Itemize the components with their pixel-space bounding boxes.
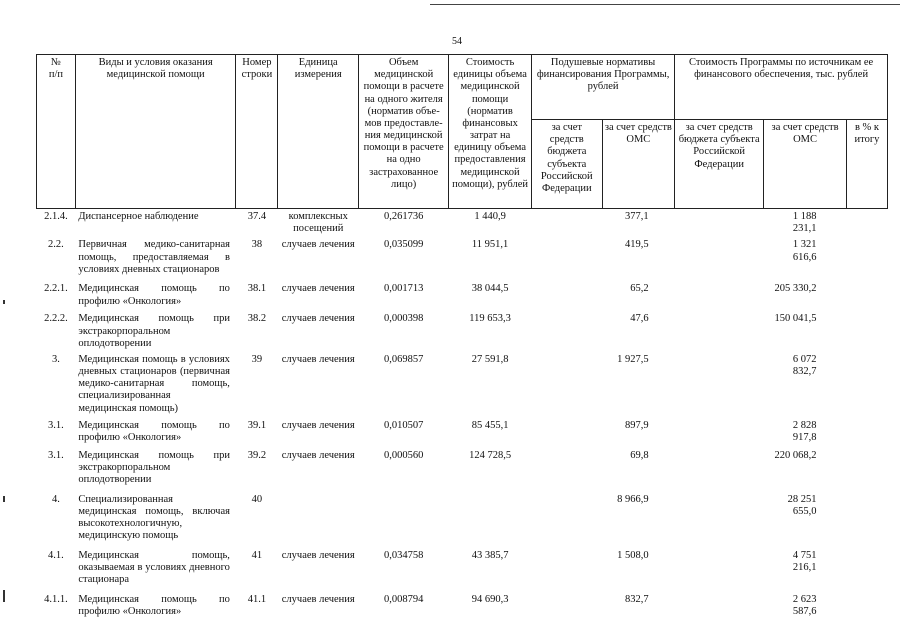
table-row — [37, 209, 888, 238]
row-volume: 0,034758 — [383, 549, 424, 561]
row-unit-cost — [449, 492, 532, 548]
table-row — [37, 492, 888, 548]
row-num: 3.1. — [48, 449, 64, 461]
row-pr-oms: 6 072 832,7 — [792, 353, 817, 378]
row-pr-oms: 4 751 216,1 — [792, 549, 817, 574]
row-unit: случаев лечения — [281, 313, 355, 325]
row-pr-pct — [846, 311, 887, 352]
page-number: 54 — [452, 36, 462, 47]
row-pr-oms: 1 321 616,6 — [792, 239, 817, 263]
row-volume — [359, 492, 449, 548]
row-pc-budget — [532, 548, 603, 592]
row-volume: 0,008794 — [383, 593, 424, 605]
row-volume: 0,069857 — [383, 353, 424, 365]
scan-edge-mark — [3, 590, 5, 602]
row-pc-oms: 897,9 — [625, 419, 649, 431]
row-pr-budget — [675, 311, 764, 352]
row-num: 4. — [51, 493, 60, 505]
header-row-number: Номер строки — [236, 55, 278, 209]
row-name: Медицинская помощь при экстракорпоральном оплодотворении — [78, 449, 230, 486]
row-unit — [278, 492, 359, 548]
table-row — [37, 237, 888, 281]
scan-edge-mark — [3, 496, 5, 502]
row-pr-oms: 220 068,2 — [774, 449, 817, 461]
row-unit: комплексных посещений — [288, 211, 348, 235]
row-volume: 0,000560 — [383, 449, 424, 461]
row-name: Диспансерное наблюдение — [78, 211, 199, 222]
row-code: 38.2 — [247, 313, 267, 325]
row-unit-cost: 38 044,5 — [471, 283, 509, 295]
row-pr-pct — [846, 492, 887, 548]
row-unit: случаев лечения — [281, 283, 355, 295]
row-pr-pct — [846, 352, 887, 418]
row-pr-budget — [675, 492, 764, 548]
row-pc-oms: 69,8 — [630, 449, 649, 461]
row-pc-budget — [532, 492, 603, 548]
row-num: 4.1. — [48, 549, 64, 561]
row-code: 39.2 — [247, 449, 267, 461]
table-row — [37, 548, 888, 592]
row-num: 2.2.2. — [44, 313, 68, 325]
table-row — [37, 352, 888, 418]
row-code: 38.1 — [247, 283, 267, 295]
row-unit: случаев лечения — [281, 449, 355, 461]
row-unit: случаев лечения — [281, 549, 355, 561]
row-pr-oms: 2 623 587,6 — [792, 593, 817, 618]
header-per-capita: Подушевые нормативы финансирования Программы, рублей — [532, 55, 675, 120]
row-name: Медицинская помощь по профилю «Онкология» — [78, 283, 230, 307]
table-row — [37, 281, 888, 311]
row-pr-budget — [675, 237, 764, 281]
row-unit-cost: 119 653,3 — [469, 313, 511, 325]
row-pr-budget — [675, 418, 764, 448]
row-name: Первичная медико-санитарная помощь, предоставляемая в условиях дневных стационаров — [78, 239, 230, 275]
row-pr-pct — [846, 592, 887, 622]
header-pr-oms: за счет средств ОМС — [764, 120, 847, 209]
row-pc-budget — [532, 237, 603, 281]
row-pc-oms: 8 966,9 — [617, 493, 649, 505]
row-pr-oms: 2 828 917,8 — [792, 419, 817, 444]
row-name: Специализированная медицинская помощь, включая высокотехнологичную, медицинскую помощь — [78, 493, 230, 542]
row-unit: случаев лечения — [281, 419, 355, 431]
row-name: Медицинская помощь по профилю «Онкология» — [78, 419, 230, 444]
row-pc-oms: 65,2 — [630, 283, 649, 295]
row-pc-budget — [532, 418, 603, 448]
row-pc-budget — [532, 352, 603, 418]
row-code: 39.1 — [247, 419, 267, 431]
row-pr-budget — [675, 281, 764, 311]
header-kinds: Виды и условия оказания медицинской помощи — [75, 55, 236, 209]
header-pc-oms: за счет средств ОМС — [602, 120, 675, 209]
row-num: 2.2.1. — [44, 283, 68, 295]
row-pc-oms: 419,5 — [625, 239, 649, 251]
row-pr-oms: 150 041,5 — [774, 313, 817, 325]
table-row — [37, 418, 888, 448]
row-num: 3.1. — [48, 419, 64, 431]
row-volume: 0,261736 — [383, 211, 424, 222]
row-pc-budget — [532, 311, 603, 352]
top-rule — [430, 4, 900, 5]
row-pr-pct — [846, 548, 887, 592]
row-pc-budget — [532, 592, 603, 622]
row-code: 40 — [251, 493, 263, 505]
row-unit-cost: 94 690,3 — [471, 593, 509, 605]
row-code: 37.4 — [247, 211, 267, 222]
header-pc-budget: за счет средств бюджета субъекта Российской Федерации — [532, 120, 603, 209]
header-unit-cost: Стоимость единицы объема медицинской помощи (норматив финансовых затрат на единицу объема предоставления медицинской помощи), рублей — [449, 55, 532, 209]
row-pr-budget — [675, 352, 764, 418]
row-pr-budget — [675, 448, 764, 492]
header-num: № п/п — [37, 55, 76, 209]
row-pr-oms: 205 330,2 — [774, 283, 817, 295]
scan-edge-mark — [3, 300, 5, 304]
header-program-cost: Стоимость Программы по источникам ее финансового обеспечения, тыс. рублей — [675, 55, 888, 120]
row-pc-oms: 47,6 — [630, 313, 649, 325]
row-pr-pct — [846, 237, 887, 281]
row-pr-pct — [846, 448, 887, 492]
row-pr-budget — [675, 592, 764, 622]
row-unit-cost: 27 591,8 — [471, 353, 509, 365]
row-name: Медицинская помощь по профилю «Онкология» — [78, 593, 230, 618]
row-volume: 0,010507 — [383, 419, 424, 431]
row-pc-budget — [532, 281, 603, 311]
row-unit-cost: 43 385,7 — [471, 549, 509, 561]
row-unit: случаев лечения — [281, 239, 355, 251]
table-row — [37, 448, 888, 492]
row-num: 2.2. — [48, 239, 64, 251]
row-pr-budget — [675, 209, 764, 238]
row-code: 39 — [251, 353, 263, 365]
row-unit-cost: 85 455,1 — [471, 419, 509, 431]
row-unit-cost: 1 440,9 — [474, 211, 506, 222]
row-pr-pct — [846, 281, 887, 311]
header-pr-pct: в % к итогу — [846, 120, 887, 209]
row-pc-oms: 1 508,0 — [617, 549, 649, 561]
row-volume: 0,001713 — [383, 283, 424, 295]
table-row — [37, 592, 888, 622]
row-code: 41 — [251, 549, 263, 561]
row-pr-oms: 28 251 655,0 — [787, 493, 817, 518]
row-pr-oms: 1 188 231,1 — [792, 211, 817, 235]
row-pc-oms: 1 927,5 — [617, 353, 649, 365]
row-pr-pct — [846, 418, 887, 448]
row-unit: случаев лечения — [281, 593, 355, 605]
row-unit-cost: 11 951,1 — [471, 239, 509, 251]
row-volume: 0,035099 — [383, 239, 424, 251]
row-volume: 0,000398 — [383, 313, 424, 325]
row-num: 2.1.4. — [44, 211, 68, 222]
row-name: Медицинская помощь при экстракорпоральном оплодотворении — [78, 313, 230, 349]
row-code: 38 — [251, 239, 263, 251]
row-unit-cost: 124 728,5 — [469, 449, 512, 461]
row-pr-pct — [846, 209, 887, 238]
header-unit: Единица измерения — [278, 55, 359, 209]
header-pr-budget: за счет средств бюджета субъекта Российской Федерации — [675, 120, 764, 209]
row-name: Медицинская помощь в условиях дневных стационаров (первичная медико-санитарная помощь, специализированная медицинская помощь) — [78, 353, 230, 414]
table-row — [37, 311, 888, 352]
financing-table — [36, 54, 888, 622]
row-unit: случаев лечения — [281, 353, 355, 365]
row-num: 4.1.1. — [44, 593, 68, 605]
row-pc-oms: 832,7 — [625, 593, 649, 605]
row-pc-oms: 377,1 — [625, 211, 649, 222]
row-name: Медицинская помощь, оказываемая в условиях дневного стационара — [78, 549, 230, 586]
row-pc-budget — [532, 448, 603, 492]
header-volume: Объем медицинской помощи в расчете на одного жителя (норматив объе-мов предоставле-ния медицинской помощи в расчете на одно застрахованное лицо) — [359, 55, 449, 209]
row-num: 3. — [51, 353, 60, 365]
row-pc-budget — [532, 209, 603, 238]
row-pr-budget — [675, 548, 764, 592]
row-code: 41.1 — [247, 593, 267, 605]
